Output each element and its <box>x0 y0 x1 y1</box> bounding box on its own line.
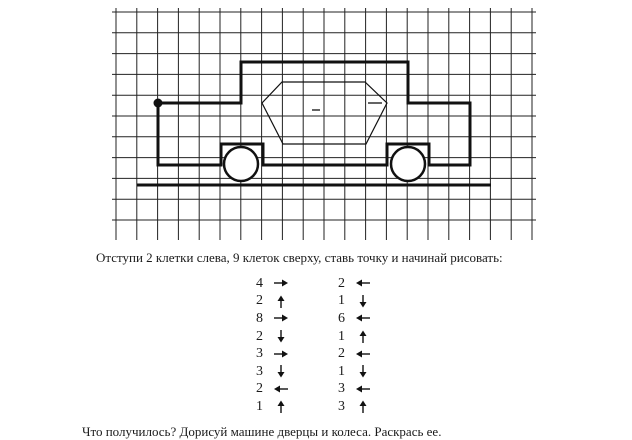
arrow-left-icon <box>354 383 374 396</box>
arrow-right-icon <box>272 312 292 325</box>
steps-column-left <box>256 275 316 416</box>
rear-wheel <box>391 147 425 181</box>
arrow-down-icon <box>354 295 374 308</box>
arrow-right-icon <box>272 348 292 361</box>
step-count: 1 <box>256 398 263 414</box>
arrow-left-icon <box>354 348 374 361</box>
step-count: 1 <box>338 293 345 309</box>
step-count: 4 <box>256 275 263 291</box>
step-item <box>338 310 398 328</box>
arrow-up-icon <box>354 400 374 413</box>
step-item <box>338 328 398 346</box>
arrow-left-icon <box>272 383 292 396</box>
step-item <box>256 275 316 293</box>
step-item <box>256 310 316 328</box>
step-count: 3 <box>338 381 345 397</box>
question-text: Что получилось? Дорисуй машине дверцы и колеса. Раскрась ее. <box>82 424 442 439</box>
arrow-down-icon <box>272 365 292 378</box>
step-item <box>338 381 398 399</box>
arrow-left-icon <box>354 312 374 325</box>
arrow-down-icon <box>354 365 374 378</box>
step-count: 2 <box>338 346 345 362</box>
step-item <box>256 381 316 399</box>
step-item <box>256 345 316 363</box>
front-wheel <box>224 147 258 181</box>
car-body-outline <box>158 62 470 165</box>
step-count: 3 <box>256 363 263 379</box>
step-item <box>338 398 398 416</box>
step-item <box>338 345 398 363</box>
step-count: 3 <box>256 346 263 362</box>
instruction-text: Отступи 2 клетки слева, 9 клеток сверху, ставь точку и начинай рисовать: <box>96 250 503 265</box>
step-count: 2 <box>256 328 263 344</box>
step-item <box>256 398 316 416</box>
step-count: 2 <box>338 275 345 291</box>
arrow-up-icon <box>354 330 374 343</box>
arrow-right-icon <box>272 277 292 290</box>
step-item <box>338 363 398 381</box>
grid-lines <box>112 8 536 240</box>
arrow-up-icon <box>272 400 292 413</box>
step-item <box>338 275 398 293</box>
step-item <box>338 293 398 311</box>
step-count: 2 <box>256 381 263 397</box>
arrow-down-icon <box>272 330 292 343</box>
step-item <box>256 328 316 346</box>
step-count: 8 <box>256 310 263 326</box>
start-point <box>154 99 163 108</box>
step-count: 6 <box>338 310 345 326</box>
arrow-left-icon <box>354 277 374 290</box>
steps-column-right <box>338 275 398 416</box>
step-item <box>256 293 316 311</box>
arrow-up-icon <box>272 295 292 308</box>
step-count: 3 <box>338 398 345 414</box>
step-count: 2 <box>256 293 263 309</box>
step-count: 1 <box>338 363 345 379</box>
step-item <box>256 363 316 381</box>
step-count: 1 <box>338 328 345 344</box>
